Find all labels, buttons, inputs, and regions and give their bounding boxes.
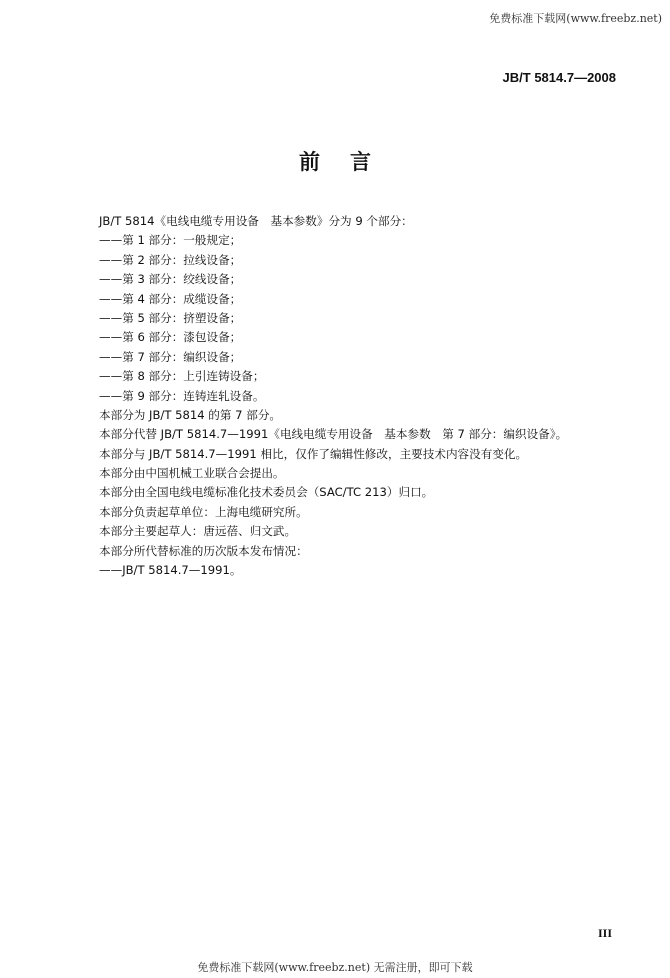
- page-number: III: [597, 926, 612, 940]
- list-item-part-5: ——第 5 部分：挤塑设备；: [99, 310, 242, 325]
- foreword-line-committee: 本部分由全国电线电缆标准化技术委员会（SAC/TC 213）归口。: [99, 485, 434, 500]
- foreword-line-drafters: 本部分主要起草人：唐远蓓、归文武。: [99, 524, 297, 539]
- list-item-part-4: ——第 4 部分：成缆设备；: [99, 291, 242, 306]
- foreword-line-drafting-unit: 本部分负责起草单位：上海电缆研究所。: [99, 504, 308, 519]
- list-item-history-1991: ——JB/T 5814.7—1991。: [99, 563, 242, 578]
- foreword-line-this-part: 本部分为 JB/T 5814 的第 7 部分。: [99, 407, 282, 422]
- page-title: 前言: [299, 150, 401, 174]
- foreword-body: [99, 212, 619, 580]
- standard-code: JB/T 5814.7—2008: [502, 70, 616, 85]
- list-item-part-1: ——第 1 部分：一般规定；: [99, 233, 242, 248]
- top-watermark: 免费标准下载网(www.freebz.net): [489, 12, 662, 25]
- foreword-line-intro: JB/T 5814《电线电缆专用设备 基本参数》分为 9 个部分：: [99, 214, 413, 228]
- list-item-part-2: ——第 2 部分：拉线设备；: [99, 252, 242, 267]
- foreword-line-changes: 本部分与 JB/T 5814.7—1991 相比，仅作了编辑性修改，主要技术内容没有变化。: [99, 446, 528, 461]
- list-item-part-7: ——第 7 部分：编织设备；: [99, 349, 242, 364]
- bottom-watermark: 免费标准下载网(www.freebz.net) 无需注册，即可下载: [197, 961, 473, 974]
- foreword-line-proposed: 本部分由中国机械工业联合会提出。: [99, 466, 285, 481]
- foreword-line-replaces: 本部分代替 JB/T 5814.7—1991《电线电缆专用设备 基本参数 第 7 部分：编织设备》。: [99, 427, 568, 442]
- list-item-part-9: ——第 9 部分：连铸连轧设备。: [99, 388, 265, 403]
- list-item-part-6: ——第 6 部分：漆包设备；: [99, 330, 242, 345]
- foreword-line-history: 本部分所代替标准的历次版本发布情况：: [99, 543, 308, 558]
- list-item-part-8: ——第 8 部分：上引连铸设备；: [99, 369, 265, 384]
- list-item-part-3: ——第 3 部分：绞线设备；: [99, 272, 242, 287]
